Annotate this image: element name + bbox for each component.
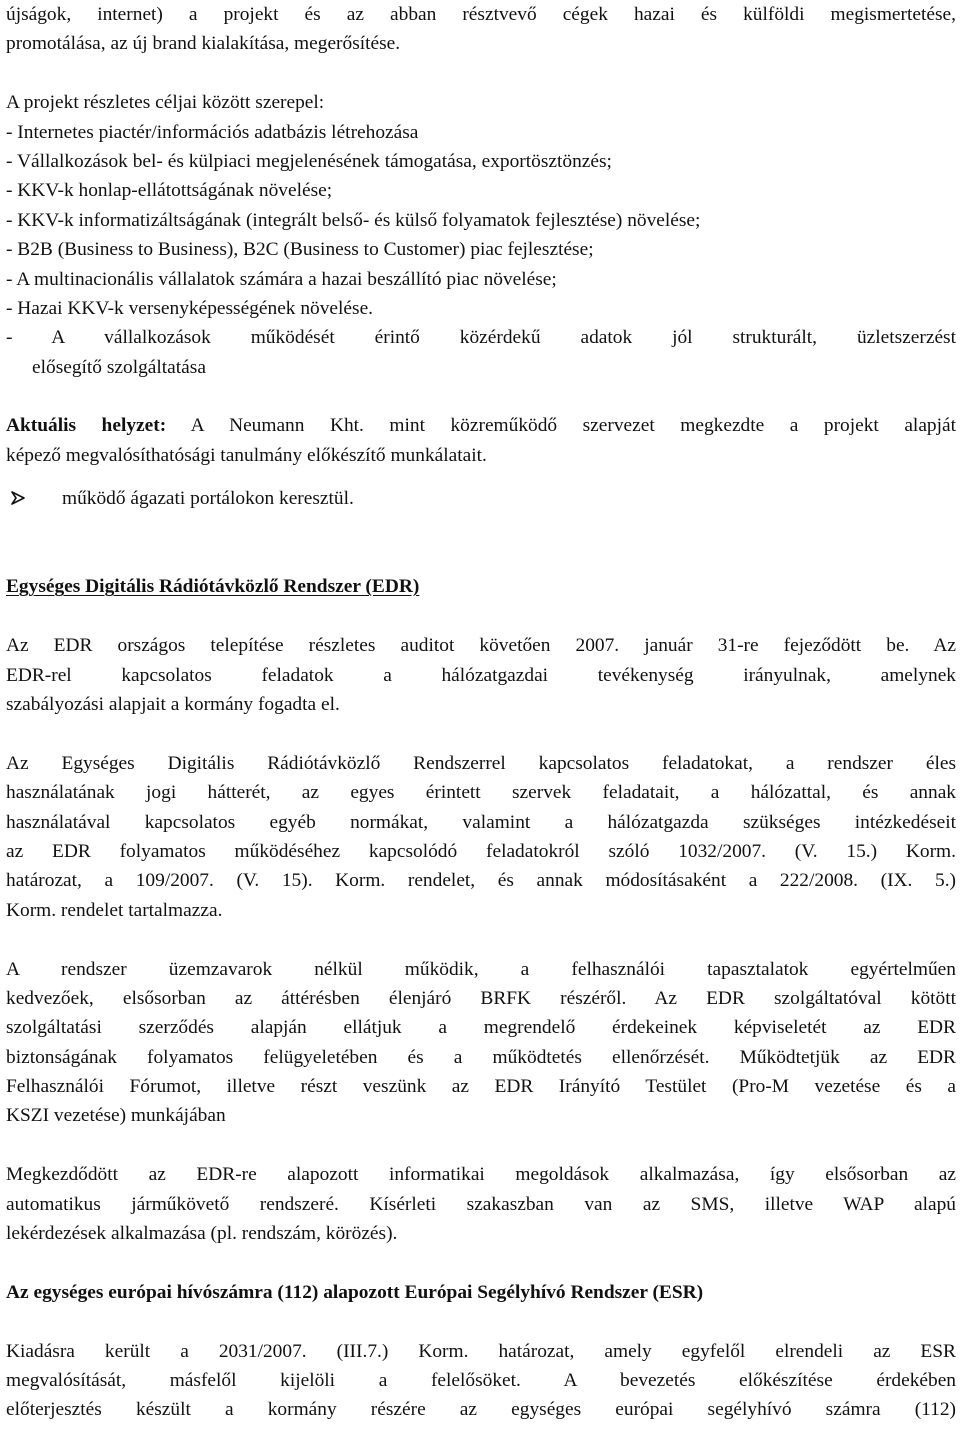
edr-p2-line: az EDR folyamatos működéséhez kapcsolódó feladatokról szóló 1032/2007. (V. 15.) Korm.: [6, 840, 956, 862]
edr-p3-line: szolgáltatási szerződés alapján ellátjuk a megrendelő érdekeinek képviseletét az EDR: [6, 1017, 956, 1039]
intro-line-1: újságok, internet) a projekt és az abban résztvevő cégek hazai és külföldi megismertetése,: [6, 4, 956, 25]
esr-heading: Az egységes európai hívószámra (112) alapozott Európai Segélyhívó Rendszer (ESR): [6, 1281, 704, 1303]
goals-last-item-line-1: - A vállalkozások működését érintő közérdekű adatok jól strukturált, üzletszerzést: [6, 327, 956, 349]
edr-p3-line: kedvezőek, elsősorban az áttérésben élenjáró BRFK részéről. Az EDR szolgáltatóval kötött: [6, 987, 956, 1009]
status-line-1: [6, 411, 956, 440]
intro-line-2: promotálása, az új brand kialakítása, megerősítése.: [6, 33, 401, 55]
edr-p1-line: EDR-rel kapcsolatos feladatok a hálózatgazdai tevékenység irányulnak, amelynek: [6, 664, 956, 686]
goals-item: - A multinacionális vállalatok számára a hazai beszállító piac növelése;: [6, 268, 557, 290]
edr-p2-line: használatával kapcsolatos egyéb normákat, valamint a hálózatgazda szükséges intézkedéseit: [6, 811, 956, 833]
bullet-text: működő ágazati portálokon keresztül.: [62, 488, 354, 510]
bullet-item: [6, 484, 956, 513]
goals-item: - B2B (Business to Business), B2C (Business to Customer) piac fejlesztése;: [6, 239, 594, 261]
goals-item: - Internetes piactér/információs adatbázis létrehozása: [6, 121, 419, 143]
status-line-2: képező megvalósíthatósági tanulmány előkészítő munkálatait.: [6, 444, 487, 466]
status-text-1: A Neumann Kht. mint közreműködő szervezet megkezdte a projekt alapját: [166, 415, 957, 437]
edr-p4-line: lekérdezések alkalmazása (pl. rendszám, körözés).: [6, 1223, 398, 1245]
goals-item: - KKV-k honlap-ellátottságának növelése;: [6, 180, 333, 202]
esr-p1-line: megvalósítását, másfelől kijelöli a felelősöket. A bevezetés előkészítése érdekében: [6, 1369, 956, 1391]
edr-p4-line: automatikus járműkövető rendszeré. Kísérleti szakaszban van az SMS, illetve WAP alapú: [6, 1193, 956, 1215]
edr-p1-line: szabályozási alapjait a kormány fogadta el.: [6, 693, 340, 715]
edr-p2-line: használatának jogi hátterét, az egyes érintett szervek feladatait, a hálózattal, és annak: [6, 782, 956, 804]
esr-p1-line: előterjesztés készült a kormány részére az egységes európai segélyhívó számra (112): [6, 1399, 956, 1421]
edr-p3-line: KSZI vezetése) munkájában: [6, 1105, 226, 1127]
edr-p1-line: Az EDR országos telepítése részletes auditot követően 2007. január 31-re fejeződött be. Az: [6, 635, 956, 657]
arrowhead-bullet-icon: [10, 490, 26, 506]
edr-heading: Egységes Digitális Rádiótávközlő Rendszer (EDR): [6, 576, 420, 598]
status-label: Aktuális helyzet:: [6, 415, 167, 437]
edr-p4-line: Megkezdődött az EDR-re alapozott informatikai megoldások alkalmazása, így elsősorban az: [6, 1164, 956, 1186]
edr-p2-line: Korm. rendelet tartalmazza.: [6, 899, 223, 921]
edr-p3-line: biztonságának folyamatos felügyeletében és a működtetés ellenőrzését. Működtetjük az EDR: [6, 1046, 956, 1068]
edr-p2-line: Az Egységes Digitális Rádiótávközlő Rendszerrel kapcsolatos feladatokat, a rendszer éles: [6, 752, 956, 774]
goals-item: - Hazai KKV-k versenyképességének növelése.: [6, 297, 374, 319]
document-page: [6, 0, 956, 1425]
goals-item: - Vállalkozások bel- és külpiaci megjelenésének támogatása, exportösztönzés;: [6, 150, 612, 172]
goals-heading: A projekt részletes céljai között szerepel:: [6, 92, 325, 114]
edr-p3-line: A rendszer üzemzavarok nélkül működik, a felhasználói tapasztalatok egyértelműen: [6, 958, 956, 980]
goals-item: - KKV-k informatizáltságának (integrált belső- és külső folyamatok fejlesztése) növelése;: [6, 209, 701, 231]
edr-p3-line: Felhasználói Fórumot, illetve részt veszünk az EDR Irányító Testület (Pro-M vezetése és a: [6, 1076, 956, 1098]
esr-p1-line: Kiadásra került a 2031/2007. (III.7.) Korm. határozat, amely egyfelől elrendeli az ESR: [6, 1340, 956, 1362]
goals-last-item-line-2: elősegítő szolgáltatása: [32, 356, 206, 378]
edr-p2-line: határozat, a 109/2007. (V. 15). Korm. rendelet, és annak módosításaként a 222/2008. (IX. 5.): [6, 870, 956, 892]
